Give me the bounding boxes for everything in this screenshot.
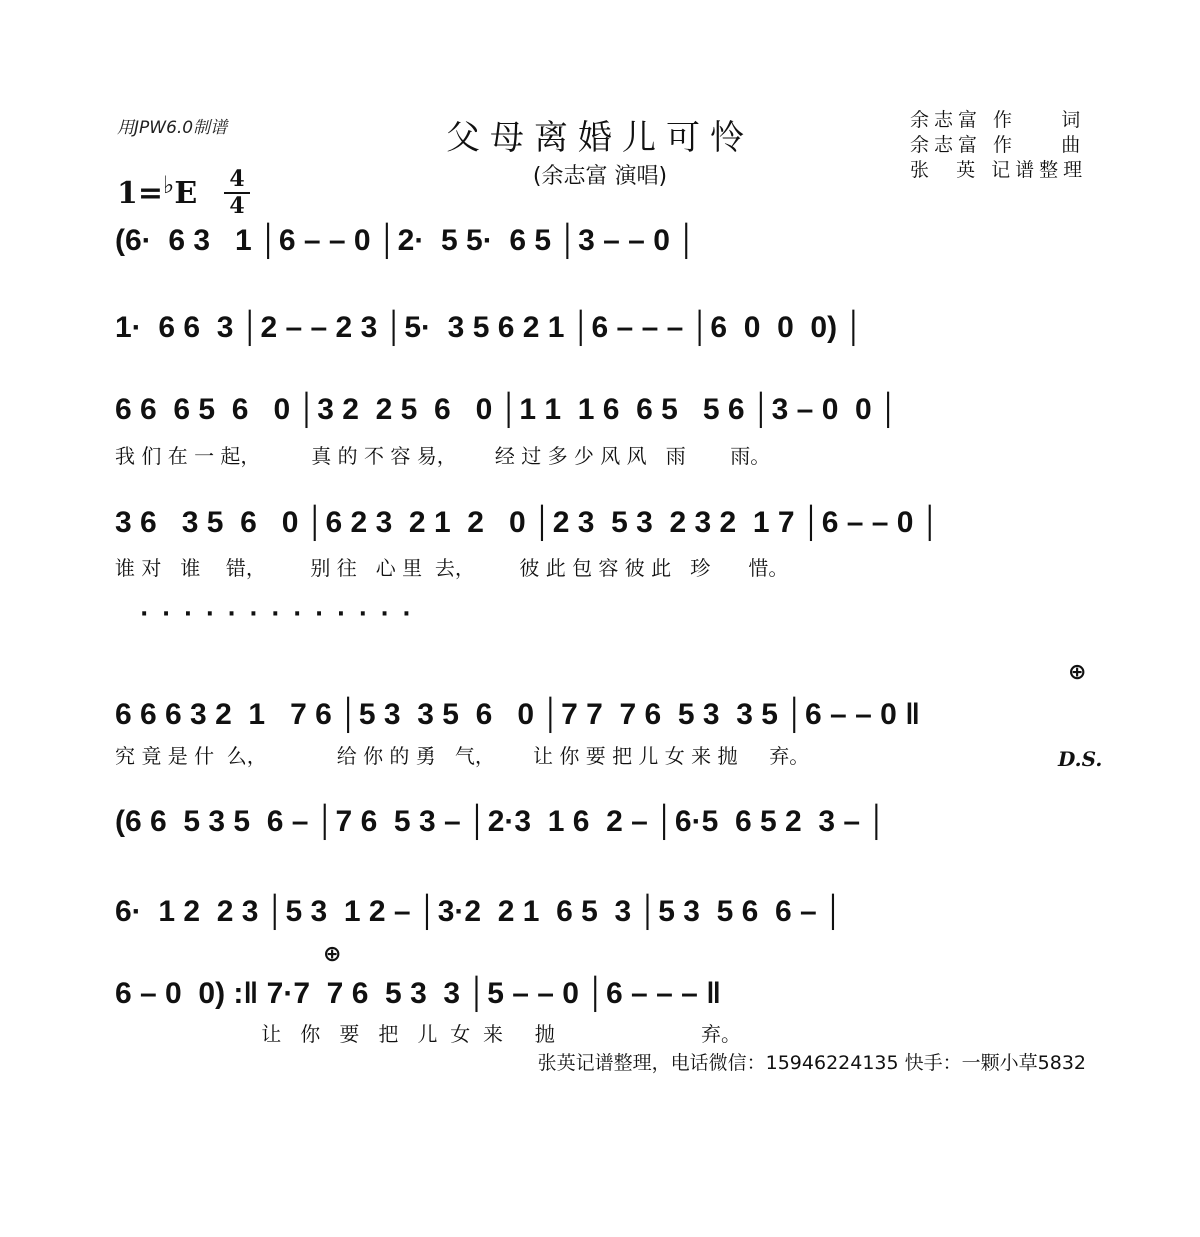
dotted-divider: ············· — [140, 602, 425, 627]
credits-block — [910, 108, 1087, 183]
meter-bottom: 4 — [229, 193, 245, 219]
lyrics-line-5: 究 竟 是 什 么， 给 你 的 勇 气， 让 你 要 把 儿 女 来 抛 弃。 — [115, 744, 810, 768]
lyrics-line-3: 我 们 在 一 起， 真 的 不 容 易， 经 过 多 少 风 风 雨 雨。 — [115, 444, 771, 468]
score-line-3: 6 6 6 5 6 0 │3 2 2 5 6 0 │1 1 1 6 6 5 5 6 │3 – 0 0 │ — [115, 393, 899, 426]
composer-credit: 余志富 作 曲 — [910, 134, 1086, 156]
lyrics-line-4: 谁 对 谁 错， 别 往 心 里 去， 彼 此 包 容 彼 此 珍 惜。 — [115, 556, 789, 580]
time-signature — [224, 168, 250, 218]
singer-subtitle: (余志富 演唱) — [532, 164, 668, 189]
coda-sign-1: ⊕ — [1068, 660, 1087, 685]
lyrics-line-8: 让 你 要 把 儿 女 来 抛 弃。 — [115, 1022, 741, 1046]
score-line-4: 3 6 3 5 6 0 │6 2 3 2 1 2 0 │2 3 5 3 2 3 2 1 7 │6 – – 0 │ — [115, 506, 941, 539]
footer-contact: 张英记谱整理，电话微信：15946224135 快手：一颗小草5832 — [537, 1052, 1086, 1074]
transcriber-credit: 张 英 记谱整理 — [910, 159, 1088, 181]
software-watermark: 用JPW6.0制谱 — [117, 118, 228, 138]
score-line-8: 6 – 0 0) :‖ 7·7 7 6 5 3 3 │5 – – 0 │6 – – – ‖ — [115, 977, 722, 1010]
ds-mark: D.S. — [1058, 747, 1103, 771]
key-signature — [117, 170, 198, 211]
meter-top: 4 — [229, 166, 245, 192]
key-tonic: E — [174, 176, 198, 211]
score-line-1: (6· 6 3 1 │6 – – 0 │2· 5 5· 6 5 │3 – – 0 │ — [115, 224, 697, 257]
score-line-6: (6 6 5 3 5 6 – │7 6 5 3 – │2·3 1 6 2 – │6·5 6 5 2 3 – │ — [115, 805, 888, 838]
lyricist-credit: 余志富 作 词 — [910, 109, 1086, 131]
score-line-2: 1· 6 6 3 │2 – – 2 3 │5· 3 5 6 2 1 │6 – – – │6 0 0 0) │ — [115, 311, 865, 344]
key-prefix: 1= — [117, 176, 164, 211]
score-line-5: 6 6 6 3 2 1 7 6 │5 3 3 5 6 0 │7 7 7 6 5 3 3 5 │6 – – 0 ‖ — [115, 698, 921, 731]
song-title: 父母离婚儿可怜 — [446, 118, 754, 158]
flat-symbol: ♭ — [163, 170, 175, 199]
coda-sign-2: ⊕ — [323, 942, 342, 967]
score-line-7: 6· 1 2 2 3 │5 3 1 2 – │3·2 2 1 6 5 3 │5 3 5 6 6 – │ — [115, 895, 844, 928]
